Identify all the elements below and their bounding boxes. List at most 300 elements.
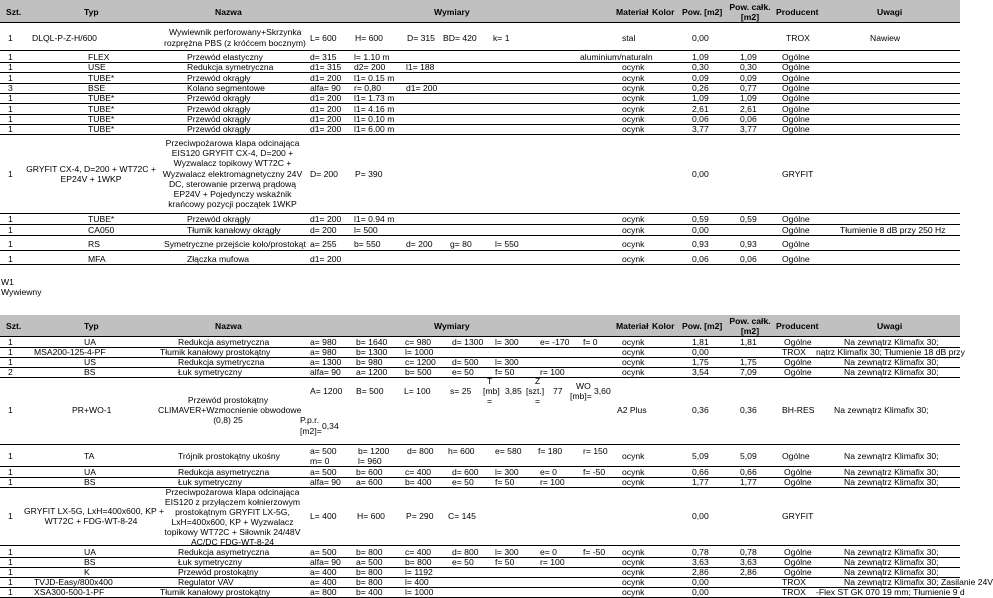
damper2-nazwa-line: AC/DC FDG-WT-8-24 [190, 537, 275, 547]
row-w1: d= 315 [310, 52, 337, 62]
row-w0: a= 1300 [310, 357, 342, 367]
top-w4: BD= 420 [443, 33, 477, 43]
header-pow: Pow. [m2] [682, 321, 723, 331]
header-uwagi: Uwagi [877, 321, 903, 331]
top-w3: D= 315 [407, 33, 435, 43]
row-w2: b= 800 [405, 557, 432, 567]
row-pow: 1,75 [692, 357, 709, 367]
row-w2: l= 400 [405, 577, 429, 587]
ta-w8: l= 960 [358, 456, 382, 466]
row-producent: Ogólne [784, 557, 812, 567]
row-szt: 1 [8, 477, 13, 487]
prwo-pow: 0,36 [692, 405, 709, 415]
row-w1: a= 1200 [356, 367, 388, 377]
row-w0: a= 500 [310, 467, 337, 477]
header-pow-calk: Pow. całk. [m2] [729, 2, 771, 22]
row-material: ocynk [622, 587, 645, 597]
divider [0, 250, 960, 251]
divider [0, 567, 960, 568]
header-szt: Szt. [6, 321, 22, 331]
row-w1: alfa= 90 [310, 82, 341, 93]
row-calk: 1,77 [740, 477, 757, 487]
divider [0, 124, 960, 125]
row-producent: Ogólne [782, 254, 810, 264]
row-w5: e= 0 [540, 547, 557, 557]
ta-w3: h= 600 [448, 446, 475, 456]
row-w1: d1= 200 [310, 113, 342, 124]
row-szt: 1 [8, 467, 13, 477]
row-w0: a= 800 [310, 587, 337, 597]
row-w3: d= 500 [452, 357, 479, 367]
damper1-nazwa-line: Przeciwpożarowa klapa odcinająca [165, 138, 300, 148]
row-w1: b= 980 [356, 357, 383, 367]
row-w1: b= 1300 [356, 347, 388, 357]
row-pow: 1,81 [692, 337, 709, 347]
row-szt: 1 [8, 72, 13, 83]
row-typ: TUBE* [88, 72, 115, 83]
row-material: ocynk [622, 103, 645, 114]
prwo-wo-unit: [mb]= [570, 391, 592, 401]
row-w2: l1= 0.10 m [354, 113, 395, 124]
divider [0, 444, 960, 445]
row-calk: 2,61 [740, 103, 757, 114]
row-uwagi: Na zewnątrz Klimafix 30; Zasilanie 24V [844, 577, 993, 587]
row-w2: l= 1192 [405, 567, 433, 577]
row-w0: a= 980 [310, 337, 337, 347]
row-producent: Ogólne [784, 477, 812, 487]
row-nazwa: Regulator VAV [178, 577, 234, 587]
row-pow: 0,93 [692, 239, 709, 249]
row-nazwa: Przewód okrągły [187, 124, 251, 135]
damper1-producent: GRYFIT [782, 169, 814, 179]
row-producent: Ogólne [784, 547, 812, 557]
row-w3: d= 200 [406, 239, 433, 249]
row-w6: f= 0 [583, 337, 598, 347]
row-material: ocynk [622, 567, 645, 577]
ta-nazwa: Trójnik prostokątny ukośny [178, 451, 280, 461]
row-typ: TUBE* [88, 124, 115, 135]
row-typ: MSA200-125-4-PF [34, 347, 106, 357]
divider [0, 577, 960, 578]
divider [0, 114, 960, 115]
row-nazwa: Łuk symetryczny [178, 557, 242, 567]
row-w5: e= -170 [540, 337, 570, 347]
row-typ: RS [88, 239, 100, 249]
section-label-wywiewny: Wywiewny [1, 287, 42, 297]
row-producent: Ogólne [784, 467, 812, 477]
row-material: ocynk [622, 357, 645, 367]
row-nazwa: Redukcja asymetryczna [178, 337, 270, 347]
row-szt: 1 [8, 239, 13, 249]
top-uwagi: Nawiew [870, 33, 901, 43]
header-material: Materiał [616, 321, 649, 331]
row-w1: d1= 200 [310, 103, 342, 114]
row-w1: d1= 200 [310, 72, 342, 83]
divider [0, 557, 960, 558]
ta-w1: b= 1200 [358, 446, 390, 456]
row-calk: 0,59 [740, 214, 757, 224]
row-szt: 2 [8, 367, 13, 377]
row-w4: f= 50 [495, 557, 515, 567]
row-calk: 0,06 [740, 113, 757, 124]
row-pow: 0,09 [692, 72, 709, 83]
row-producent: Ogólne [784, 567, 812, 577]
row-typ: USE [88, 62, 106, 73]
header-szt: Szt. [6, 7, 22, 17]
ta-calk: 5,09 [740, 451, 757, 461]
divider [0, 264, 960, 265]
damper2-producent: GRYFIT [782, 511, 814, 521]
row-producent: Ogólne [782, 62, 810, 73]
damper2-nazwa-line: prostokątnym GRYFIT LX-5G, [175, 507, 290, 517]
row-szt: 1 [8, 103, 13, 114]
damper1-pow: 0,00 [692, 169, 709, 179]
row-nazwa: Redukcja symetryczna [178, 357, 265, 367]
row-nazwa: Redukcja symetryczna [187, 62, 274, 73]
row-uwagi: Na zewnątrz Klimafix 30; [844, 567, 939, 577]
row-szt: 1 [8, 577, 13, 587]
top-szt: 1 [8, 33, 13, 43]
row-pow: 0,00 [692, 577, 709, 587]
row-typ: TUBE* [88, 214, 115, 224]
top-material: stal [622, 33, 636, 43]
row-material: ocynk [622, 254, 645, 264]
damper1-w1: D= 200 [310, 169, 338, 179]
row-w3: d= 1300 [452, 337, 484, 347]
row-producent: Ogólne [784, 357, 812, 367]
top-typ: DLQL-P-Z-H/600 [32, 33, 97, 43]
damper2-szt: 1 [8, 511, 13, 521]
row-pow: 1,09 [692, 93, 709, 104]
divider [0, 83, 960, 84]
prwo-material: A2 Plus [617, 405, 647, 415]
damper1-nazwa-line: Wyzwalacz elektromagnetyczny 24V [162, 168, 303, 179]
row-w1: d1= 200 [310, 254, 342, 264]
row-calk: 0,93 [740, 239, 757, 249]
row-pow: 0,00 [692, 225, 709, 235]
row-w1: d1= 200 [310, 124, 342, 135]
prwo-nazwa-2: CLIMAVER+Wzmocnienie obwodowe [158, 405, 302, 415]
damper2-w4: C= 145 [448, 511, 476, 521]
row-producent: Ogólne [782, 225, 810, 235]
row-producent: Ogólne [782, 103, 810, 114]
damper1-nazwa-line: krańcowy pozycji początek 1WKP [168, 199, 297, 210]
row-w2: l= 1.10 m [354, 52, 390, 62]
row-uwagi: Na zewnątrz Klimafix 30; [844, 367, 939, 377]
damper2-nazwa-line: EIS120 z przyłączem kołnierzowym [164, 497, 301, 507]
row-szt: 1 [8, 357, 13, 367]
divider [0, 93, 960, 94]
ta-w0: a= 500 [310, 446, 337, 456]
row-szt: 1 [8, 214, 13, 224]
row-nazwa: Redukcja asymetryczna [178, 467, 270, 477]
row-nazwa: Przewód elastyczny [187, 52, 263, 62]
prwo-ppr-1: P.p.r. [300, 415, 319, 425]
prwo-t-unit: [mb] [483, 386, 500, 396]
row-pow: 0,78 [692, 547, 709, 557]
row-w6: f= -50 [583, 547, 606, 557]
damper1-typ-2: EP24V + 1WKP [60, 174, 122, 184]
prwo-a: A= 1200 [310, 386, 343, 396]
row-pow: 3,63 [692, 557, 709, 567]
damper1-nazwa-line: Wyzwalacz topikowy WT72C + [173, 158, 292, 169]
prwo-b: B= 500 [356, 386, 384, 396]
damper2-typ-2: WT72C + FDG-WT-8-24 [44, 516, 138, 526]
row-material: ocynk [622, 577, 645, 587]
row-w5: e= 0 [540, 467, 557, 477]
row-calk: 0,78 [740, 547, 757, 557]
row-producent: Ogólne [782, 124, 810, 135]
row-material: ocynk [622, 367, 645, 377]
prwo-wo-label: WO [576, 381, 591, 391]
top-pow: 0,00 [692, 33, 709, 43]
row-szt: 3 [8, 82, 13, 93]
row-w3: d1= 200 [406, 82, 438, 93]
row-material: ocynk [622, 225, 645, 235]
row-nazwa: Przewód okrągły [187, 93, 251, 104]
row-pow: 0,00 [692, 347, 709, 357]
row-producent: TROX [782, 577, 806, 587]
divider [0, 377, 960, 378]
row-calk: 0,66 [740, 467, 757, 477]
row-material: ocynk [622, 557, 645, 567]
header-wymiary: Wymiary [434, 321, 470, 331]
divider [0, 367, 960, 368]
row-producent: Ogólne [782, 113, 810, 124]
divider [0, 134, 960, 135]
header-kolor: Kolor [652, 321, 675, 331]
row-w2: l= 1000 [405, 587, 434, 597]
row-producent: Ogólne [782, 93, 810, 104]
row-uwagi: Na zewnątrz Klimafix 30; [844, 557, 939, 567]
row-material: ocynk [622, 239, 645, 249]
divider [0, 22, 960, 23]
row-producent: Ogólne [784, 337, 812, 347]
prwo-szt: 1 [8, 405, 13, 415]
row-w0: a= 400 [310, 567, 337, 577]
divider [0, 50, 960, 51]
prwo-calk: 0,36 [740, 405, 757, 415]
row-w1: a= 600 [356, 477, 383, 487]
row-typ: K [84, 567, 90, 577]
row-uwagi: nątrz Klimafix 30; Tłumienie 18 dB przy [816, 347, 965, 357]
row-calk: 1,75 [740, 357, 757, 367]
row-w2: b= 500 [405, 367, 432, 377]
row-typ: BS [84, 367, 96, 377]
row-w1: b= 400 [356, 587, 383, 597]
row-material: ocynk [622, 477, 645, 487]
row-w1: a= 255 [310, 239, 337, 249]
prwo-z-label: Z [535, 376, 541, 386]
header-nazwa: Nazwa [215, 321, 242, 331]
row-nazwa: Łuk symetryczny [178, 367, 242, 377]
row-w2: b= 550 [354, 239, 381, 249]
row-w3: e= 50 [452, 477, 474, 487]
prwo-ppr-val: 0,34 [322, 421, 339, 431]
damper2-nazwa-line: topikowy WT72C + Siłownik 24/48V [164, 527, 301, 537]
row-w0: alfa= 90 [310, 367, 341, 377]
prwo-l: L= 100 [404, 386, 431, 396]
row-calk: 1,09 [740, 93, 757, 104]
divider [0, 466, 960, 467]
row-calk: 2,86 [740, 567, 757, 577]
row-w3: l1= 188 [406, 62, 435, 73]
row-w1: d= 200 [310, 225, 337, 235]
row-calk: 3,63 [740, 557, 757, 567]
row-szt: 1 [8, 337, 13, 347]
row-w2: c= 400 [405, 467, 432, 477]
prwo-z-eq: = [535, 396, 541, 406]
row-producent: Ogólne [782, 52, 810, 62]
row-pow: 0,66 [692, 467, 709, 477]
row-szt: 1 [8, 557, 13, 567]
row-w1: d1= 200 [310, 93, 342, 104]
row-calk: 1,09 [740, 52, 757, 62]
damper2-w2: H= 600 [357, 511, 385, 521]
prwo-t-label: T [487, 376, 493, 386]
row-material: ocynk [622, 347, 645, 357]
row-typ: UA [84, 467, 96, 477]
prwo-s: s= 25 [450, 386, 472, 396]
divider [0, 224, 960, 225]
row-szt: 1 [8, 113, 13, 124]
row-typ: BS [84, 477, 96, 487]
top-w5: k= 1 [493, 33, 510, 43]
prwo-ppr-2: [m2]= [300, 426, 322, 436]
row-szt: 1 [8, 225, 13, 235]
divider [0, 235, 960, 236]
row-material: ocynk [622, 337, 645, 347]
row-typ: XSA300-500-1-PF [34, 587, 105, 597]
row-uwagi: Na zewnątrz Klimafix 30; [844, 357, 939, 367]
row-w0: a= 400 [310, 577, 337, 587]
header-material: Materiał [616, 7, 649, 17]
prwo-z-val: 77 [553, 386, 563, 396]
header-producent: Producent [776, 7, 819, 17]
row-w2: c= 400 [405, 547, 432, 557]
ta-producent: Ogólne [782, 451, 810, 461]
header-typ: Typ [84, 7, 99, 17]
row-nazwa: Redukcja asymetryczna [178, 547, 270, 557]
row-producent: TROX [782, 347, 806, 357]
divider [0, 72, 960, 73]
row-nazwa: Przewód prostokątny [178, 567, 259, 577]
row-w2: c= 1200 [405, 357, 436, 367]
row-w4: l= 300 [495, 337, 519, 347]
prwo-nazwa-1: Przewód prostokątny [187, 395, 269, 405]
damper1-nazwa-line: EP24V + Pojedynczy wskaźnik [173, 189, 292, 199]
row-material: ocynk [622, 113, 645, 124]
row-w4: f= 50 [495, 367, 515, 377]
header-uwagi: Uwagi [877, 7, 903, 17]
row-w5: r= 100 [540, 477, 565, 487]
row-szt: 1 [8, 62, 13, 73]
row-w2: d2= 200 [354, 62, 386, 73]
header-wymiary: Wymiary [434, 7, 470, 17]
prwo-t-val: 3,85 [505, 386, 522, 396]
row-material: ocynk [622, 214, 645, 224]
row-pow: 2,61 [692, 103, 709, 114]
divider [0, 545, 960, 546]
row-material: ocynk [622, 93, 645, 104]
row-material: ocynk [622, 72, 645, 83]
damper2-typ-1: GRYFIT LX-5G, LxH=400x600, KP + [24, 506, 164, 516]
row-w5: l= 550 [495, 239, 519, 249]
row-szt: 1 [8, 567, 13, 577]
row-pow: 0,59 [692, 214, 709, 224]
row-szt: 1 [8, 254, 13, 264]
row-w0: alfa= 90 [310, 557, 341, 567]
ta-uwagi: Na zewnątrz Klimafix 30; [844, 451, 939, 461]
damper1-w2: P= 390 [355, 169, 383, 179]
row-w3: e= 50 [452, 557, 474, 567]
row-pow: 1,77 [692, 477, 709, 487]
row-w2: l1= 4.16 m [354, 103, 395, 114]
row-w2: l= 1000 [405, 347, 434, 357]
row-w4: l= 300 [495, 357, 519, 367]
damper1-typ-1: GRYFIT CX-4, D=200 + WT72C + [26, 164, 156, 174]
row-typ: CA050 [88, 225, 115, 235]
row-producent: Ogólne [784, 367, 812, 377]
divider [0, 62, 960, 63]
top-producent: TROX [786, 33, 810, 43]
row-producent: TROX [782, 587, 806, 597]
row-producent: Ogólne [782, 239, 810, 249]
row-w2: b= 400 [405, 477, 432, 487]
header-typ: Typ [84, 321, 99, 331]
row-calk: 1,81 [740, 337, 757, 347]
row-pow: 0,26 [692, 82, 709, 93]
row-uwagi: Tłumienie 8 dB przy 250 Hz [840, 225, 946, 235]
row-w0: a= 500 [310, 547, 337, 557]
damper2-nazwa-line: Przeciwpożarowa klapa odcinająca [165, 487, 300, 497]
row-w1: b= 800 [356, 567, 383, 577]
row-w2: l= 500 [354, 225, 378, 235]
row-uwagi: Na zewnątrz Klimafix 30; [844, 477, 939, 487]
ta-w2: d= 800 [407, 446, 434, 456]
row-w2: r= 0,80 [354, 82, 381, 93]
row-w2: c= 980 [405, 337, 432, 347]
top-nazwa-2: rozprężna PBS (z króćcem bocznym) [164, 38, 306, 48]
row-w5: r= 100 [540, 557, 565, 567]
row-material: aluminium/naturaln [580, 52, 653, 62]
row-w0: alfa= 90 [310, 477, 341, 487]
header-producent: Producent [776, 321, 819, 331]
row-pow: 0,06 [692, 113, 709, 124]
row-w4: g= 80 [450, 239, 472, 249]
row-typ: UA [84, 337, 96, 347]
row-w0: a= 980 [310, 347, 337, 357]
row-typ: TVJD-Easy/800x400 [34, 577, 113, 587]
ta-w6: r= 150 [583, 446, 608, 456]
row-producent: Ogólne [782, 82, 810, 93]
row-w4: l= 300 [495, 467, 519, 477]
row-material: ocynk [622, 62, 645, 73]
row-material: ocynk [622, 467, 645, 477]
row-typ: TUBE* [88, 113, 115, 124]
ta-w4: e= 580 [495, 446, 522, 456]
row-szt: 1 [8, 547, 13, 557]
row-nazwa: Przewód okrągły [187, 214, 251, 224]
row-typ: UA [84, 547, 96, 557]
row-typ: BSE [88, 82, 106, 93]
row-w1: d1= 200 [310, 214, 342, 224]
row-w1: b= 1640 [356, 337, 388, 347]
header-nazwa: Nazwa [215, 7, 242, 17]
row-uwagi: -Flex ST GK 070 19 mm; Tłumienie 9 d [816, 587, 965, 597]
row-w2: l1= 6.00 m [354, 124, 395, 135]
ta-typ: TA [84, 451, 95, 461]
